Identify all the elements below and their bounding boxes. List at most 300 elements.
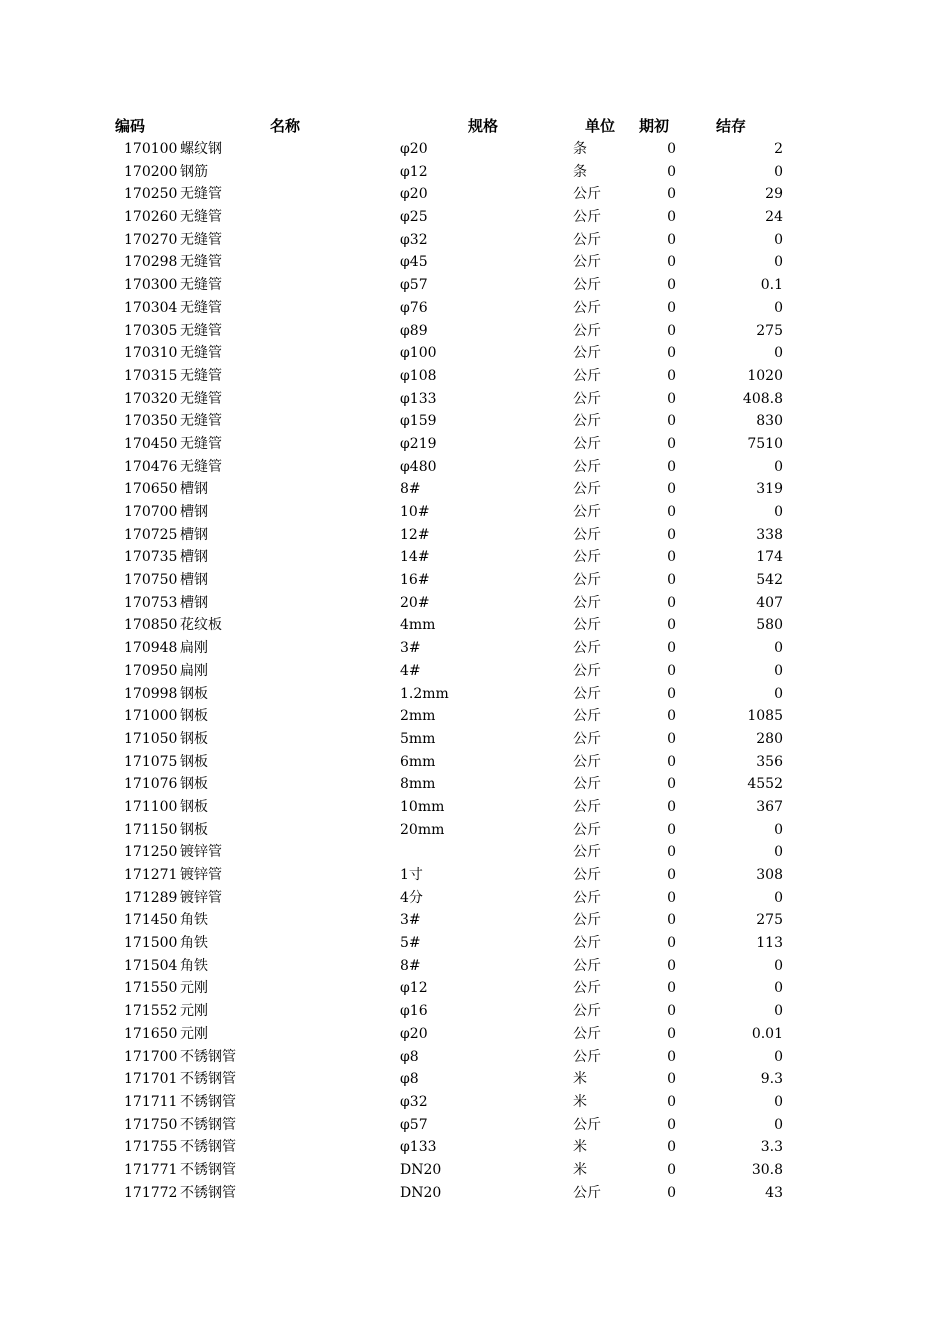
cell-spec: 20# [400, 594, 430, 611]
cell-spec: 4分 [400, 889, 423, 906]
cell-spec: 8mm [400, 776, 436, 793]
cell-name: 角铁 [180, 957, 208, 974]
header-spec: 规格 [468, 117, 499, 135]
cell-opening: 0 [667, 572, 676, 589]
cell-opening: 0 [667, 141, 676, 157]
cell-code: 170850 [124, 617, 178, 634]
cell-code: 171750 [124, 1116, 178, 1133]
table-row [0, 864, 950, 887]
cell-spec: φ100 [400, 345, 437, 362]
cell-opening: 0 [667, 1116, 676, 1133]
cell-opening: 0 [667, 753, 676, 770]
cell-closing: 0 [774, 1093, 783, 1110]
cell-closing: 338 [756, 526, 783, 543]
cell-name: 钢板 [180, 708, 208, 725]
table-row [0, 1046, 950, 1069]
cell-code: 170310 [124, 345, 178, 362]
cell-closing: 0 [774, 957, 783, 974]
header-code: 编码 [115, 117, 146, 135]
cell-opening: 0 [667, 1048, 676, 1065]
cell-name: 不锈钢管 [180, 1184, 236, 1201]
cell-opening: 0 [667, 798, 676, 815]
cell-spec: φ57 [400, 1116, 428, 1133]
cell-code: 170300 [124, 277, 178, 294]
table-row [0, 909, 950, 932]
cell-closing: 0 [774, 458, 783, 475]
cell-unit: 公斤 [573, 299, 601, 316]
cell-name: 无缝管 [180, 367, 222, 384]
header-opening: 期初 [639, 117, 670, 135]
cell-code: 171772 [124, 1184, 178, 1201]
cell-name: 元刚 [180, 1003, 208, 1020]
cell-unit: 公斤 [573, 277, 601, 294]
cell-opening: 0 [667, 209, 676, 226]
cell-closing: 1085 [747, 708, 783, 725]
cell-code: 170948 [124, 640, 178, 657]
table-row [0, 410, 950, 433]
cell-spec: 6mm [400, 753, 436, 770]
cell-opening: 0 [667, 685, 676, 702]
table-row [0, 501, 950, 524]
cell-spec: 2mm [400, 708, 436, 725]
cell-name: 无缝管 [180, 322, 222, 339]
cell-spec: φ159 [400, 413, 437, 430]
cell-unit: 公斤 [573, 912, 601, 929]
table-row [0, 614, 950, 637]
cell-name: 角铁 [180, 935, 208, 952]
cell-name: 无缝管 [180, 345, 222, 362]
cell-code: 170100 [124, 141, 178, 157]
cell-opening: 0 [667, 867, 676, 883]
cell-opening: 0 [667, 980, 676, 997]
cell-opening: 0 [667, 413, 676, 430]
cell-closing: 0 [774, 504, 783, 520]
table-row [0, 1114, 950, 1137]
cell-code: 170260 [124, 209, 178, 226]
table-row [0, 569, 950, 592]
table-row [0, 683, 950, 706]
cell-opening: 0 [667, 844, 676, 861]
cell-name: 扁刚 [180, 640, 208, 657]
cell-name: 无缝管 [180, 390, 222, 407]
cell-spec: 3# [400, 912, 421, 929]
cell-unit: 公斤 [573, 1003, 601, 1020]
cell-name: 无缝管 [180, 458, 222, 475]
table-row [0, 297, 950, 320]
table-row [0, 229, 950, 252]
cell-name: 钢板 [180, 730, 208, 747]
cell-opening: 0 [667, 549, 676, 566]
cell-opening: 0 [667, 458, 676, 475]
table-row [0, 955, 950, 978]
cell-name: 不锈钢管 [180, 1139, 236, 1156]
cell-closing: 0 [774, 163, 783, 180]
cell-spec: φ57 [400, 277, 428, 294]
cell-unit: 公斤 [573, 549, 601, 566]
cell-unit: 公斤 [573, 957, 601, 974]
cell-spec: φ480 [400, 458, 437, 475]
cell-unit: 公斤 [573, 481, 601, 498]
cell-name: 镀锌管 [180, 844, 222, 861]
table-row [0, 1159, 950, 1182]
cell-unit: 公斤 [573, 776, 601, 793]
cell-code: 170304 [124, 299, 178, 316]
cell-unit: 公斤 [573, 640, 601, 657]
cell-name: 槽钢 [180, 504, 208, 520]
cell-closing: 1020 [747, 367, 783, 384]
cell-closing: 542 [756, 572, 783, 589]
cell-spec: φ12 [400, 163, 428, 180]
cell-code: 171650 [124, 1025, 178, 1042]
cell-closing: 0.01 [751, 1025, 783, 1042]
cell-name: 无缝管 [180, 435, 222, 452]
cell-code: 170700 [124, 504, 178, 520]
cell-unit: 公斤 [573, 209, 601, 226]
cell-closing: 408.8 [742, 390, 783, 407]
cell-unit: 公斤 [573, 322, 601, 339]
cell-name: 不锈钢管 [180, 1071, 236, 1088]
cell-spec: φ76 [400, 299, 428, 316]
table-row [0, 841, 950, 864]
cell-name: 钢板 [180, 821, 208, 838]
table-row [0, 206, 950, 229]
cell-closing: 4552 [747, 776, 783, 793]
cell-closing: 275 [756, 322, 783, 339]
cell-closing: 0 [774, 821, 783, 838]
cell-code: 170753 [124, 594, 178, 611]
cell-closing: 43 [765, 1184, 783, 1201]
cell-opening: 0 [667, 1003, 676, 1020]
cell-closing: 174 [756, 549, 783, 566]
cell-spec: 3# [400, 640, 421, 657]
cell-unit: 公斤 [573, 844, 601, 861]
cell-name: 不锈钢管 [180, 1093, 236, 1110]
cell-code: 170350 [124, 413, 178, 430]
cell-opening: 0 [667, 163, 676, 180]
cell-spec: φ133 [400, 1139, 437, 1156]
table-row [0, 365, 950, 388]
cell-unit: 公斤 [573, 935, 601, 952]
cell-code: 171504 [124, 957, 178, 974]
cell-opening: 0 [667, 640, 676, 657]
cell-closing: 0 [774, 345, 783, 362]
cell-spec: φ89 [400, 322, 428, 339]
cell-name: 不锈钢管 [180, 1048, 236, 1065]
cell-code: 171500 [124, 935, 178, 952]
header-name: 名称 [270, 117, 301, 135]
cell-spec: 14# [400, 549, 430, 566]
cell-unit: 公斤 [573, 708, 601, 725]
cell-spec: 1寸 [400, 867, 423, 883]
table-row [0, 388, 950, 411]
table-row [0, 320, 950, 343]
cell-closing: 0 [774, 254, 783, 271]
cell-spec: 1.2mm [400, 685, 449, 702]
cell-unit: 米 [573, 1093, 587, 1110]
cell-closing: 0 [774, 231, 783, 248]
cell-opening: 0 [667, 1093, 676, 1110]
cell-code: 170450 [124, 435, 178, 452]
table-row [0, 751, 950, 774]
cell-name: 不锈钢管 [180, 1161, 236, 1178]
cell-name: 镀锌管 [180, 889, 222, 906]
cell-code: 171711 [124, 1093, 178, 1110]
cell-spec: 4mm [400, 617, 436, 634]
cell-unit: 公斤 [573, 367, 601, 384]
cell-closing: 2 [774, 141, 783, 157]
cell-name: 螺纹钢 [180, 141, 222, 157]
cell-code: 171289 [124, 889, 178, 906]
cell-name: 无缝管 [180, 254, 222, 271]
cell-name: 槽钢 [180, 572, 208, 589]
table-row [0, 1068, 950, 1091]
cell-closing: 356 [756, 753, 783, 770]
cell-unit: 公斤 [573, 617, 601, 634]
cell-unit: 公斤 [573, 413, 601, 430]
table-row [0, 728, 950, 751]
cell-closing: 0 [774, 1116, 783, 1133]
cell-name: 钢筋 [180, 163, 208, 180]
cell-spec: φ20 [400, 1025, 428, 1042]
cell-opening: 0 [667, 912, 676, 929]
cell-unit: 米 [573, 1071, 587, 1088]
cell-closing: 280 [756, 730, 783, 747]
cell-unit: 公斤 [573, 685, 601, 702]
cell-unit: 公斤 [573, 186, 601, 203]
cell-unit: 公斤 [573, 1025, 601, 1042]
cell-code: 170735 [124, 549, 178, 566]
cell-opening: 0 [667, 889, 676, 906]
cell-code: 171150 [124, 821, 178, 838]
cell-closing: 275 [756, 912, 783, 929]
cell-closing: 30.8 [751, 1161, 783, 1178]
cell-opening: 0 [667, 662, 676, 679]
cell-unit: 公斤 [573, 821, 601, 838]
cell-unit: 公斤 [573, 526, 601, 543]
cell-unit: 公斤 [573, 435, 601, 452]
cell-spec: φ25 [400, 209, 428, 226]
cell-opening: 0 [667, 277, 676, 294]
cell-code: 170476 [124, 458, 178, 475]
header-unit: 单位 [585, 117, 616, 135]
cell-code: 170270 [124, 231, 178, 248]
table-row [0, 887, 950, 910]
cell-closing: 0 [774, 685, 783, 702]
cell-opening: 0 [667, 1139, 676, 1156]
cell-name: 不锈钢管 [180, 1116, 236, 1133]
table-row [0, 342, 950, 365]
cell-code: 171755 [124, 1139, 178, 1156]
cell-opening: 0 [667, 1071, 676, 1088]
cell-closing: 580 [756, 617, 783, 634]
cell-opening: 0 [667, 776, 676, 793]
cell-unit: 条 [573, 163, 587, 180]
cell-closing: 29 [765, 186, 783, 203]
cell-spec: 5# [400, 935, 421, 952]
cell-code: 170998 [124, 685, 178, 702]
cell-closing: 0 [774, 889, 783, 906]
cell-opening: 0 [667, 186, 676, 203]
cell-spec: φ20 [400, 186, 428, 203]
cell-closing: 407 [756, 594, 783, 611]
cell-unit: 公斤 [573, 867, 601, 883]
cell-closing: 3.3 [760, 1139, 783, 1156]
cell-name: 花纹板 [180, 617, 222, 634]
cell-spec: 5mm [400, 730, 436, 747]
cell-spec: φ219 [400, 435, 437, 452]
cell-unit: 公斤 [573, 254, 601, 271]
cell-closing: 0.1 [760, 277, 783, 294]
cell-spec: φ45 [400, 254, 428, 271]
cell-name: 钢板 [180, 776, 208, 793]
cell-code: 171701 [124, 1071, 178, 1088]
cell-code: 171050 [124, 730, 178, 747]
cell-code: 170725 [124, 526, 178, 543]
cell-unit: 公斤 [573, 345, 601, 362]
cell-spec: φ16 [400, 1003, 428, 1020]
cell-spec: DN20 [400, 1161, 442, 1178]
table-row [0, 705, 950, 728]
cell-closing: 0 [774, 640, 783, 657]
cell-unit: 公斤 [573, 1048, 601, 1065]
cell-unit: 公斤 [573, 980, 601, 997]
table-row [0, 1091, 950, 1114]
table-row [0, 773, 950, 796]
cell-unit: 公斤 [573, 572, 601, 589]
cell-spec: φ12 [400, 980, 428, 997]
cell-spec: 12# [400, 526, 430, 543]
table-row [0, 637, 950, 660]
cell-closing: 367 [756, 798, 783, 815]
cell-code: 171771 [124, 1161, 178, 1178]
cell-closing: 0 [774, 662, 783, 679]
cell-closing: 830 [756, 413, 783, 430]
cell-opening: 0 [667, 708, 676, 725]
table-row [0, 1182, 950, 1205]
cell-code: 170315 [124, 367, 178, 384]
cell-opening: 0 [667, 367, 676, 384]
cell-spec: φ8 [400, 1071, 419, 1088]
cell-code: 171552 [124, 1003, 178, 1020]
cell-name: 元刚 [180, 1025, 208, 1042]
cell-opening: 0 [667, 935, 676, 952]
cell-opening: 0 [667, 526, 676, 543]
cell-code: 171450 [124, 912, 178, 929]
table-row [0, 796, 950, 819]
cell-name: 无缝管 [180, 299, 222, 316]
table-row [0, 478, 950, 501]
cell-unit: 公斤 [573, 390, 601, 407]
cell-code: 171076 [124, 776, 178, 793]
table-body [0, 138, 950, 1204]
cell-unit: 公斤 [573, 504, 601, 520]
cell-unit: 公斤 [573, 730, 601, 747]
table-row [0, 660, 950, 683]
header-closing: 结存 [716, 117, 747, 135]
cell-name: 钢板 [180, 685, 208, 702]
cell-name: 钢板 [180, 753, 208, 770]
cell-opening: 0 [667, 390, 676, 407]
table-row [0, 1000, 950, 1023]
table-header [0, 115, 950, 137]
cell-code: 171075 [124, 753, 178, 770]
table-row [0, 456, 950, 479]
cell-closing: 0 [774, 1003, 783, 1020]
table-row [0, 251, 950, 274]
cell-opening: 0 [667, 345, 676, 362]
cell-code: 171700 [124, 1048, 178, 1065]
cell-opening: 0 [667, 821, 676, 838]
cell-spec: φ20 [400, 141, 428, 157]
cell-code: 170650 [124, 481, 178, 498]
cell-spec: 8# [400, 481, 421, 498]
cell-unit: 公斤 [573, 798, 601, 815]
cell-spec: 8# [400, 957, 421, 974]
cell-code: 170950 [124, 662, 178, 679]
cell-unit: 公斤 [573, 1184, 601, 1201]
cell-spec: φ108 [400, 367, 437, 384]
cell-spec: φ8 [400, 1048, 419, 1065]
cell-name: 钢板 [180, 798, 208, 815]
cell-code: 170298 [124, 254, 178, 271]
cell-opening: 0 [667, 617, 676, 634]
cell-opening: 0 [667, 481, 676, 498]
cell-spec: 16# [400, 572, 430, 589]
cell-code: 170250 [124, 186, 178, 203]
cell-unit: 公斤 [573, 1116, 601, 1133]
cell-name: 角铁 [180, 912, 208, 929]
table-row [0, 592, 950, 615]
cell-name: 无缝管 [180, 277, 222, 294]
table-row [0, 1023, 950, 1046]
cell-name: 元刚 [180, 980, 208, 997]
table-row [0, 1136, 950, 1159]
cell-code: 171550 [124, 980, 178, 997]
table-row [0, 546, 950, 569]
cell-code: 171000 [124, 708, 178, 725]
cell-name: 槽钢 [180, 594, 208, 611]
cell-unit: 米 [573, 1139, 587, 1156]
table-row [0, 932, 950, 955]
cell-closing: 24 [765, 209, 783, 226]
cell-closing: 308 [756, 867, 783, 883]
table-row [0, 274, 950, 297]
cell-spec: 4# [400, 662, 421, 679]
cell-unit: 公斤 [573, 662, 601, 679]
cell-closing: 0 [774, 844, 783, 861]
cell-spec: 10mm [400, 798, 445, 815]
cell-name: 槽钢 [180, 481, 208, 498]
cell-unit: 公斤 [573, 231, 601, 248]
cell-opening: 0 [667, 254, 676, 271]
cell-opening: 0 [667, 299, 676, 316]
cell-code: 170750 [124, 572, 178, 589]
cell-unit: 公斤 [573, 458, 601, 475]
cell-code: 171250 [124, 844, 178, 861]
cell-unit: 公斤 [573, 594, 601, 611]
cell-opening: 0 [667, 231, 676, 248]
cell-opening: 0 [667, 504, 676, 520]
table-row [0, 138, 950, 161]
cell-closing: 0 [774, 980, 783, 997]
table-row [0, 433, 950, 456]
cell-closing: 113 [756, 935, 783, 952]
cell-code: 170200 [124, 163, 178, 180]
cell-unit: 条 [573, 141, 587, 157]
cell-opening: 0 [667, 1161, 676, 1178]
cell-unit: 公斤 [573, 889, 601, 906]
cell-code: 170305 [124, 322, 178, 339]
